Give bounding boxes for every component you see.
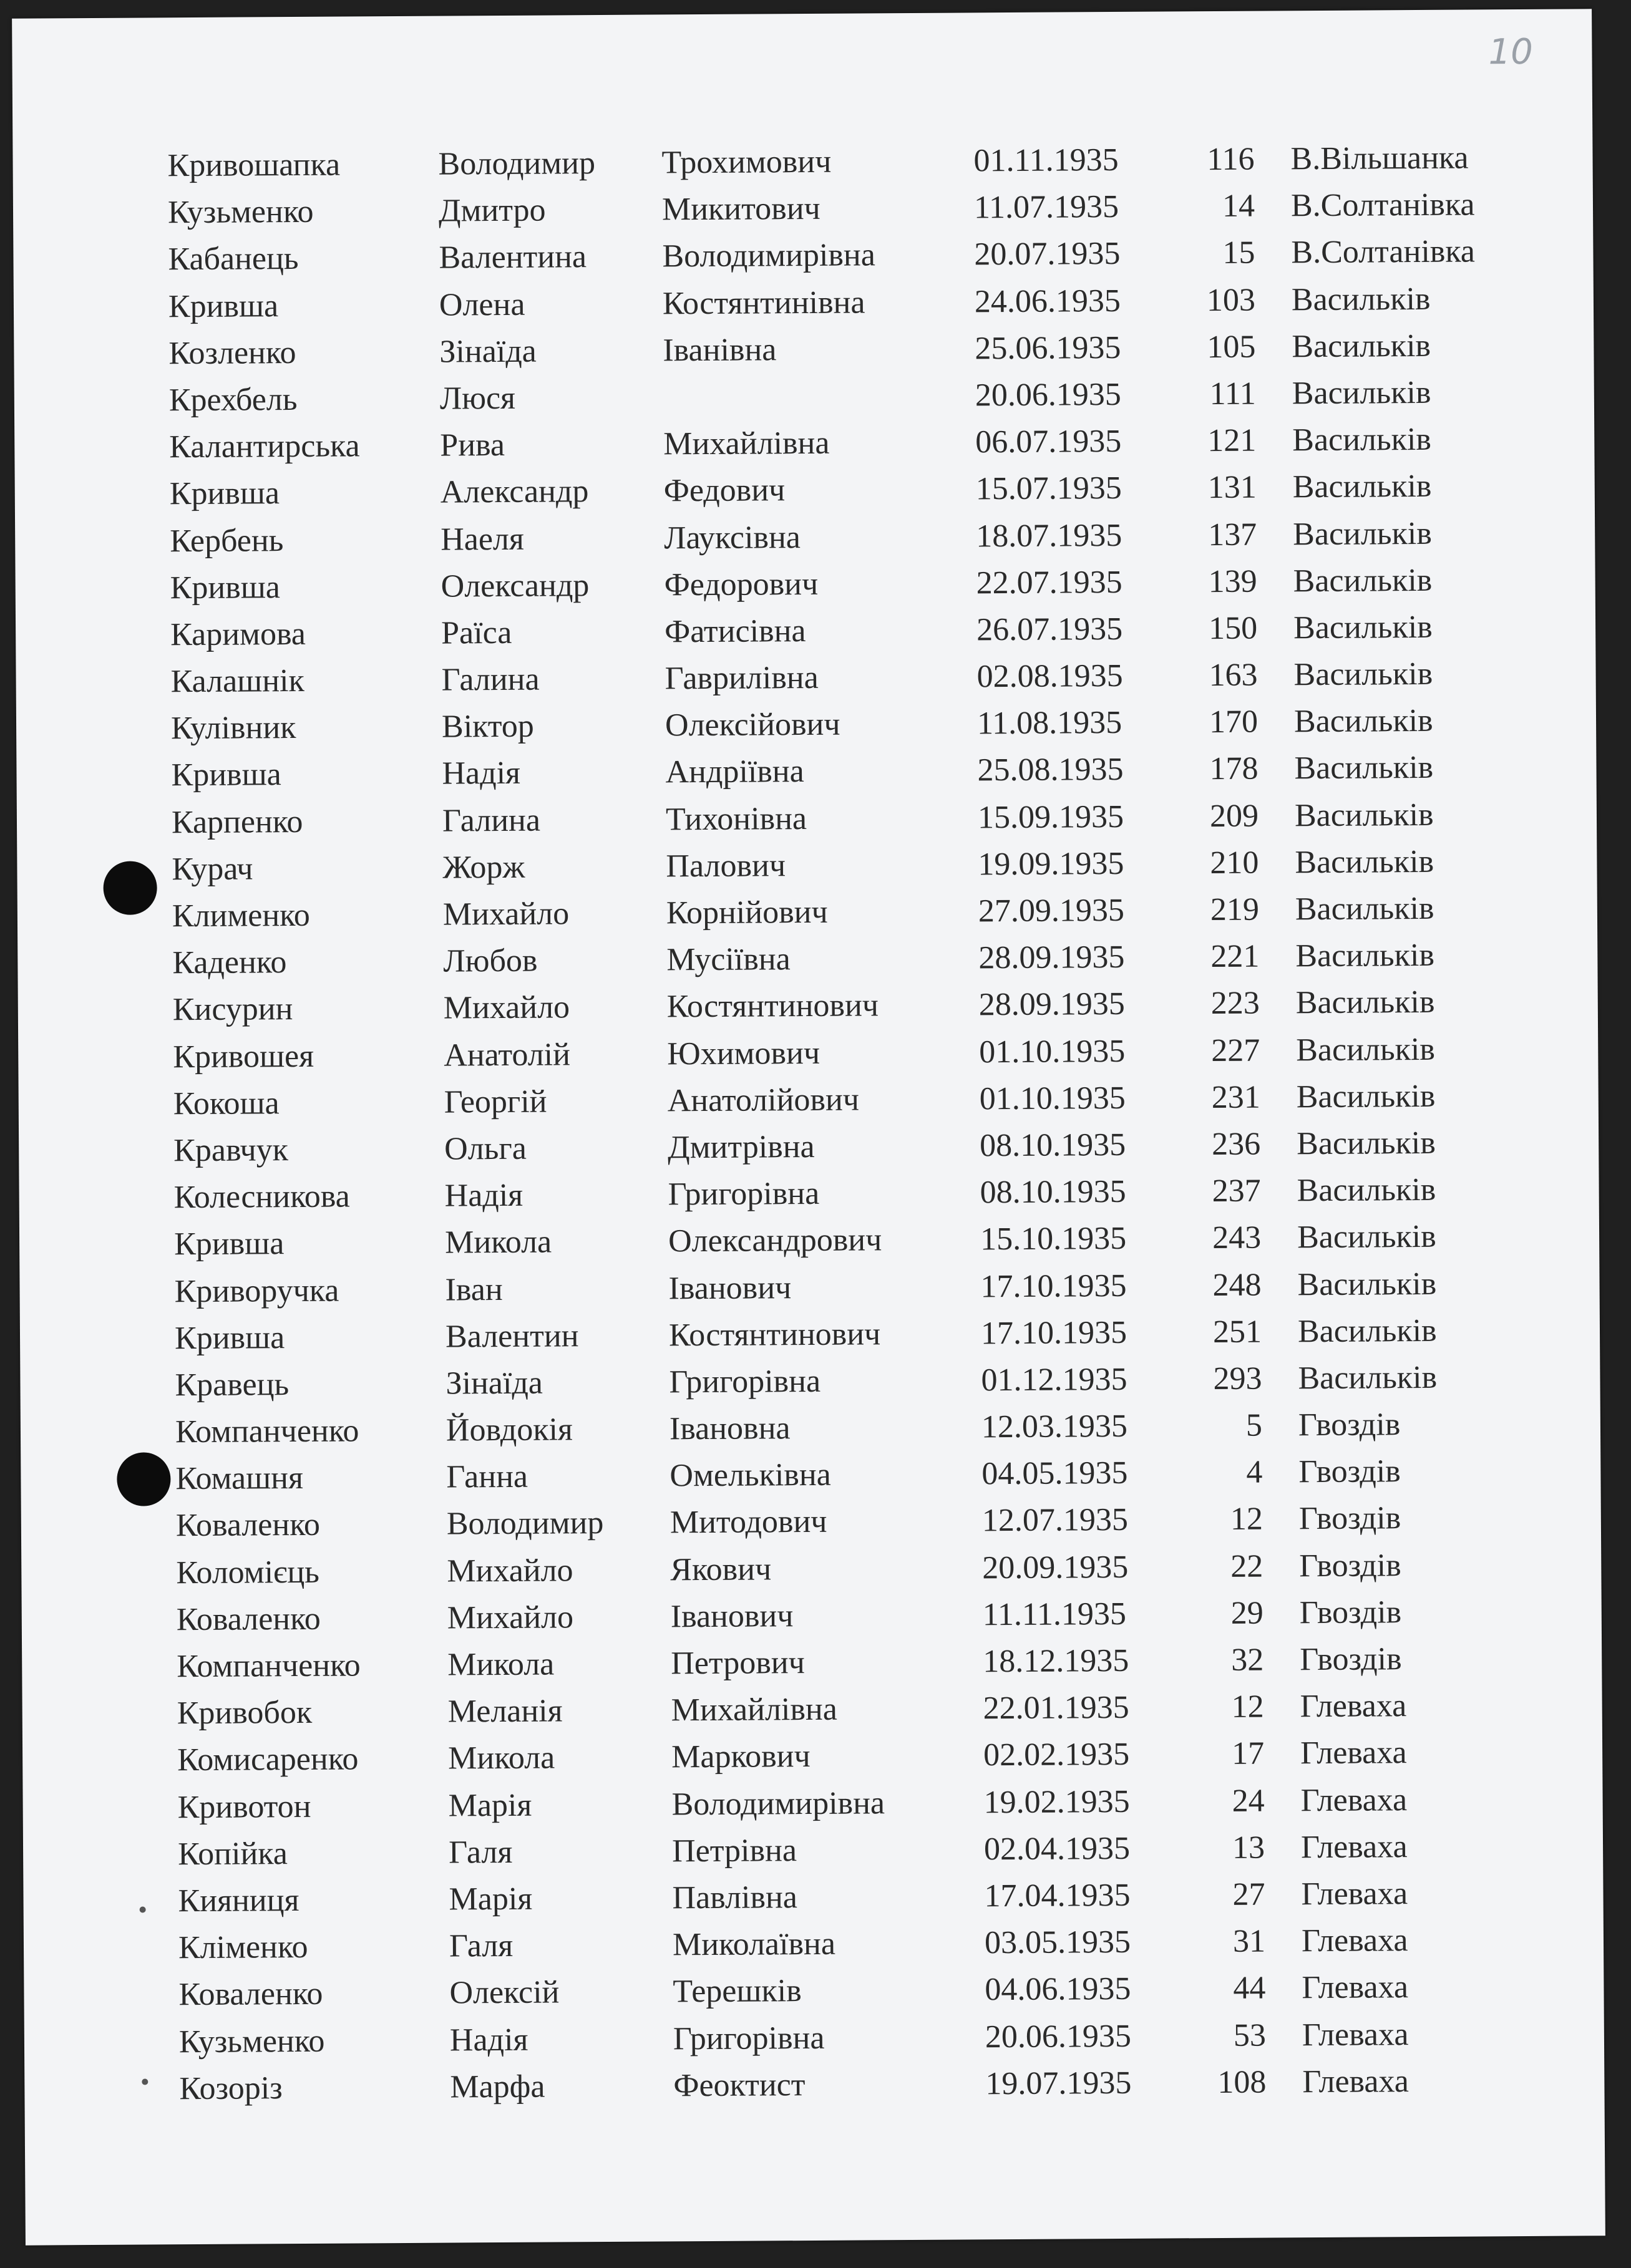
surname-cell: Кривошея	[173, 1038, 314, 1075]
surname-cell: Крехбель	[168, 381, 298, 419]
first-name-cell: Надія	[442, 755, 521, 792]
first-name-cell: Александр	[440, 473, 589, 510]
patronymic-cell: Якович	[670, 1551, 772, 1587]
first-name-cell: Меланія	[447, 1693, 563, 1730]
surname-cell: Кривошапка	[167, 147, 341, 184]
birth-date-cell: 17.10.1935	[980, 1267, 1127, 1304]
record-number-cell: 14	[1222, 188, 1255, 225]
record-number-cell: 251	[1212, 1314, 1262, 1350]
surname-cell: Компанченко	[175, 1413, 359, 1450]
record-number-cell: 178	[1209, 751, 1259, 787]
first-name-cell: Надія	[449, 2022, 528, 2058]
surname-cell: Кравчук	[173, 1132, 289, 1169]
place-cell: В.Солтанівка	[1291, 233, 1476, 271]
birth-date-cell: 18.07.1935	[976, 517, 1122, 554]
place-cell: В.Вільшанка	[1290, 140, 1469, 177]
first-name-cell: Галина	[441, 661, 540, 698]
surname-cell: Кліменко	[178, 1929, 308, 1966]
birth-date-cell: 15.07.1935	[975, 470, 1122, 507]
patronymic-cell: Михайлівна	[663, 425, 830, 462]
first-name-cell: Олександр	[441, 567, 590, 604]
record-number-cell: 210	[1210, 845, 1259, 881]
place-cell: Гвоздів	[1300, 1641, 1402, 1678]
birth-date-cell: 08.10.1935	[980, 1174, 1126, 1211]
birth-date-cell: 22.07.1935	[976, 564, 1122, 601]
surname-cell: Кривша	[168, 288, 279, 324]
first-name-cell: Галя	[448, 1834, 513, 1871]
surname-cell: Козоріз	[179, 2070, 283, 2106]
first-name-cell: Валентина	[439, 239, 587, 276]
record-number-cell: 227	[1211, 1032, 1260, 1069]
patronymic-cell: Терешків	[673, 1973, 802, 2010]
place-cell: Васильків	[1292, 468, 1432, 505]
records-table	[12, 133, 1604, 2113]
patronymic-cell: Маркович	[671, 1738, 811, 1775]
place-cell: Васильків	[1295, 984, 1435, 1021]
record-number-cell: 131	[1207, 469, 1257, 506]
record-number-cell: 22	[1230, 1548, 1263, 1584]
surname-cell: Карпенко	[171, 803, 303, 840]
birth-date-cell: 01.12.1935	[981, 1361, 1127, 1398]
surname-cell: Коваленко	[178, 1976, 323, 2013]
first-name-cell: Микола	[444, 1224, 552, 1261]
patronymic-cell: Володимирівна	[662, 237, 876, 274]
birth-date-cell: 02.04.1935	[983, 1830, 1131, 1868]
patronymic-cell: Костянтинівна	[662, 284, 865, 321]
first-name-cell: Марія	[449, 1881, 533, 1917]
first-name-cell: Михайло	[443, 989, 570, 1026]
surname-cell: Компанченко	[177, 1647, 361, 1685]
birth-date-cell: 20.06.1935	[985, 2018, 1132, 2055]
birth-date-cell: 20.07.1935	[974, 236, 1121, 273]
surname-cell: Калашнік	[170, 662, 304, 700]
record-number-cell: 27	[1232, 1876, 1265, 1912]
first-name-cell: Анатолій	[444, 1036, 571, 1073]
place-cell: Васильків	[1293, 609, 1433, 646]
first-name-cell: Раїса	[441, 614, 512, 651]
patronymic-cell: Олексійович	[665, 706, 840, 744]
record-number-cell: 231	[1211, 1079, 1260, 1115]
patronymic-cell: Трохимович	[661, 143, 832, 181]
record-number-cell: 163	[1209, 657, 1258, 694]
record-number-cell: 5	[1245, 1407, 1263, 1443]
birth-date-cell: 27.09.1935	[978, 892, 1125, 929]
place-cell: Васильків	[1297, 1219, 1436, 1256]
record-number-cell: 236	[1212, 1126, 1261, 1162]
first-name-cell: Дмитро	[438, 192, 546, 229]
first-name-cell: Рива	[440, 427, 505, 463]
patronymic-cell: Федович	[663, 472, 786, 509]
place-cell: Васильків	[1293, 656, 1433, 693]
birth-date-cell: 24.06.1935	[974, 283, 1121, 319]
record-number-cell: 103	[1206, 282, 1256, 318]
patronymic-cell: Григорівна	[673, 2020, 825, 2057]
surname-cell: Коваленко	[176, 1601, 321, 1638]
record-number-cell: 116	[1207, 141, 1255, 178]
patronymic-cell: Корнійович	[666, 894, 828, 931]
first-name-cell: Марія	[448, 1787, 532, 1824]
record-number-cell: 223	[1210, 985, 1260, 1022]
surname-cell: Кузьменко	[178, 2023, 325, 2060]
handwritten-page-number: 10	[1488, 31, 1533, 73]
record-number-cell: 4	[1246, 1454, 1263, 1490]
record-number-cell: 170	[1209, 704, 1259, 740]
first-name-cell: Олена	[439, 286, 525, 323]
surname-cell: Кабанець	[168, 241, 299, 278]
surname-cell: Кривша	[173, 1226, 285, 1262]
patronymic-cell: Іванівна	[663, 332, 777, 369]
birth-date-cell: 17.04.1935	[984, 1877, 1131, 1914]
birth-date-cell: 19.07.1935	[985, 2065, 1132, 2101]
patronymic-cell: Миколаївна	[672, 1926, 836, 1963]
patronymic-cell: Мусіївна	[666, 941, 791, 978]
patronymic-cell: Іванович	[668, 1269, 792, 1306]
record-number-cell: 13	[1232, 1829, 1265, 1866]
birth-date-cell: 25.08.1935	[977, 752, 1124, 788]
place-cell: Глеваха	[1300, 1735, 1407, 1771]
birth-date-cell: 19.09.1935	[978, 845, 1124, 883]
record-number-cell: 15	[1222, 235, 1255, 271]
patronymic-cell: Омельківна	[669, 1457, 831, 1494]
record-number-cell: 137	[1208, 516, 1257, 553]
first-name-cell: Валентин	[445, 1317, 579, 1355]
birth-date-cell: 11.11.1935	[982, 1596, 1127, 1633]
record-number-cell: 31	[1232, 1923, 1266, 1959]
place-cell: Васильків	[1294, 797, 1434, 833]
first-name-cell: Віктор	[441, 708, 534, 745]
place-cell: В.Солтанівка	[1290, 187, 1475, 224]
patronymic-cell: Григорівна	[668, 1176, 820, 1213]
first-name-cell: Михайло	[447, 1599, 574, 1636]
birth-date-cell: 12.07.1935	[981, 1502, 1129, 1539]
surname-cell: Кравець	[175, 1366, 290, 1403]
patronymic-cell: Дмитрівна	[668, 1128, 815, 1166]
patronymic-cell: Гаврилівна	[665, 659, 819, 697]
surname-cell: Каримова	[170, 616, 306, 653]
record-number-cell: 121	[1207, 422, 1257, 459]
first-name-cell: Володимир	[446, 1505, 604, 1542]
record-number-cell: 32	[1231, 1642, 1264, 1678]
record-number-cell: 237	[1212, 1173, 1261, 1209]
patronymic-cell: Петрович	[671, 1645, 805, 1682]
birth-date-cell: 04.06.1935	[985, 1971, 1131, 2008]
record-number-cell: 24	[1232, 1783, 1265, 1819]
place-cell: Васильків	[1294, 750, 1434, 787]
place-cell: Гвоздів	[1299, 1547, 1401, 1584]
place-cell: Васильків	[1296, 1031, 1436, 1068]
first-name-cell: Йовдокія	[445, 1412, 573, 1448]
first-name-cell: Іван	[445, 1271, 503, 1308]
first-name-cell: Марфа	[450, 2068, 545, 2105]
patronymic-cell: Палович	[666, 848, 786, 884]
surname-cell: Курач	[172, 851, 253, 888]
place-cell: Васильків	[1291, 281, 1431, 317]
first-name-cell: Люся	[439, 380, 516, 417]
first-name-cell: Михайло	[447, 1552, 573, 1589]
place-cell: Глеваха	[1301, 1922, 1408, 1959]
place-cell: Глеваха	[1300, 1688, 1407, 1725]
place-cell: Васильків	[1297, 1171, 1436, 1209]
patronymic-cell	[663, 377, 975, 379]
place-cell: Васильків	[1293, 515, 1432, 552]
record-number-cell: 209	[1209, 798, 1259, 834]
surname-cell: Кисурин	[172, 991, 293, 1028]
birth-date-cell: 06.07.1935	[975, 424, 1122, 460]
record-number-cell: 221	[1210, 938, 1260, 975]
surname-cell: Кривша	[169, 475, 280, 512]
place-cell: Глеваха	[1301, 1876, 1408, 1912]
record-number-cell: 111	[1209, 376, 1257, 412]
place-cell: Васильків	[1292, 422, 1432, 458]
surname-cell: Кривша	[170, 569, 281, 606]
birth-date-cell: 01.11.1935	[973, 142, 1119, 179]
place-cell: Глеваха	[1302, 2063, 1409, 2100]
first-name-cell: Георгій	[444, 1083, 547, 1120]
place-cell: Васильків	[1295, 938, 1435, 974]
birth-date-cell: 20.06.1935	[975, 376, 1122, 414]
patronymic-cell: Тихонівна	[665, 800, 807, 838]
patronymic-cell: Павлівна	[672, 1879, 798, 1916]
surname-cell: Кривотон	[177, 1788, 311, 1825]
place-cell: Васильків	[1295, 890, 1434, 928]
first-name-cell: Зінаїда	[439, 333, 537, 370]
surname-cell: Кербень	[170, 522, 284, 559]
birth-date-cell: 17.10.1935	[980, 1314, 1127, 1352]
place-cell: Гвоздів	[1298, 1407, 1401, 1443]
surname-cell: Калантирська	[169, 428, 360, 465]
surname-cell: Кривша	[174, 1319, 285, 1356]
patronymic-cell: Михайлівна	[671, 1691, 838, 1728]
place-cell: Глеваха	[1300, 1828, 1408, 1865]
patronymic-cell: Іванович	[670, 1597, 794, 1635]
first-name-cell: Жорж	[442, 849, 525, 886]
first-name-cell: Володимир	[438, 145, 596, 182]
birth-date-cell: 20.09.1935	[982, 1549, 1129, 1586]
first-name-cell: Микола	[447, 1646, 555, 1683]
record-number-cell: 12	[1230, 1501, 1263, 1538]
birth-date-cell: 02.08.1935	[976, 657, 1123, 695]
patronymic-cell: Івановна	[669, 1410, 791, 1447]
patronymic-cell: Володимирівна	[671, 1785, 885, 1822]
patronymic-cell: Григорівна	[669, 1363, 821, 1400]
surname-cell: Комашня	[175, 1460, 304, 1497]
surname-cell: Кузьменко	[167, 194, 314, 231]
record-number-cell: 44	[1233, 1970, 1266, 2007]
first-name-cell: Микола	[447, 1740, 555, 1776]
surname-cell: Коваленко	[175, 1507, 321, 1544]
first-name-cell: Олексій	[449, 1974, 560, 2011]
birth-date-cell: 18.12.1935	[983, 1642, 1129, 1680]
birth-date-cell: 08.10.1935	[980, 1127, 1126, 1164]
record-number-cell: 139	[1208, 563, 1257, 599]
first-name-cell: Зінаїда	[445, 1365, 543, 1402]
surname-cell: Комисаренко	[177, 1741, 359, 1778]
patronymic-cell: Фатисівна	[664, 613, 806, 650]
record-number-cell: 243	[1212, 1219, 1262, 1256]
surname-cell: Козленко	[168, 334, 296, 371]
patronymic-cell: Микитович	[661, 191, 820, 228]
patronymic-cell: Олександрович	[668, 1222, 882, 1259]
surname-cell: Коломієць	[176, 1554, 320, 1591]
birth-date-cell: 03.05.1935	[984, 1924, 1131, 1961]
record-number-cell: 12	[1231, 1689, 1264, 1725]
birth-date-cell: 11.07.1935	[973, 189, 1119, 226]
place-cell: Глеваха	[1300, 1781, 1408, 1818]
first-name-cell: Михайло	[442, 896, 570, 933]
patronymic-cell: Анатолійович	[667, 1082, 860, 1119]
surname-cell: Кривобок	[177, 1695, 313, 1732]
record-number-cell: 29	[1230, 1595, 1263, 1631]
first-name-cell: Наеля	[441, 521, 524, 558]
birth-date-cell: 15.09.1935	[977, 798, 1124, 835]
surname-cell: Клименко	[172, 897, 310, 934]
patronymic-cell: Митодович	[669, 1504, 827, 1541]
record-number-cell: 53	[1233, 2017, 1267, 2053]
surname-cell: Колесникова	[173, 1178, 350, 1216]
patronymic-cell: Лауксівна	[664, 519, 801, 556]
surname-cell: Каденко	[172, 944, 287, 981]
birth-date-cell: 11.08.1935	[976, 705, 1122, 742]
place-cell: Васильків	[1293, 703, 1433, 740]
birth-date-cell: 15.10.1935	[980, 1221, 1127, 1258]
birth-date-cell: 28.09.1935	[978, 939, 1125, 976]
surname-cell: Кривша	[171, 757, 281, 793]
patronymic-cell: Костянтинович	[666, 987, 879, 1025]
place-cell: Васильків	[1298, 1359, 1438, 1397]
first-name-cell: Ганна	[446, 1459, 528, 1495]
place-cell: Васильків	[1296, 1078, 1436, 1115]
first-name-cell: Галя	[449, 1928, 514, 1964]
document-page	[12, 9, 1605, 2245]
place-cell: Васильків	[1295, 843, 1434, 881]
surname-cell: Криворучка	[174, 1272, 339, 1309]
patronymic-cell: Феоктист	[673, 2067, 806, 2104]
birth-date-cell: 01.10.1935	[979, 1033, 1126, 1070]
patronymic-cell: Юхимович	[667, 1035, 820, 1072]
record-number-cell: 248	[1212, 1267, 1262, 1303]
place-cell: Гвоздів	[1298, 1500, 1401, 1537]
place-cell: Васильків	[1292, 327, 1431, 364]
record-number-cell: 108	[1217, 2064, 1267, 2100]
record-number-cell: 219	[1210, 891, 1260, 928]
record-number-cell: 17	[1231, 1735, 1265, 1772]
place-cell: Гвоздів	[1298, 1453, 1401, 1490]
patronymic-cell: Федорович	[664, 566, 819, 603]
birth-date-cell: 02.02.1935	[983, 1737, 1130, 1773]
birth-date-cell: 12.03.1935	[981, 1408, 1128, 1445]
patronymic-cell: Костянтинович	[668, 1316, 881, 1354]
patronymic-cell: Андріївна	[665, 754, 804, 790]
birth-date-cell: 26.07.1935	[976, 611, 1123, 648]
surname-cell: Копійка	[177, 1835, 288, 1872]
first-name-cell: Галина	[442, 802, 541, 839]
birth-date-cell: 28.09.1935	[978, 986, 1125, 1023]
first-name-cell: Ольга	[444, 1130, 527, 1167]
patronymic-cell: Петрівна	[671, 1832, 797, 1869]
surname-cell: Кокоша	[173, 1085, 280, 1122]
record-number-cell: 105	[1207, 329, 1256, 365]
place-cell: Васильків	[1297, 1266, 1437, 1302]
birth-date-cell: 25.06.1935	[975, 329, 1121, 367]
birth-date-cell: 01.10.1935	[979, 1080, 1126, 1117]
first-name-cell: Любов	[443, 943, 538, 979]
table-row	[24, 2057, 1604, 2113]
birth-date-cell: 22.01.1935	[983, 1690, 1129, 1727]
record-number-cell: 150	[1208, 610, 1258, 646]
birth-date-cell: 04.05.1935	[981, 1455, 1128, 1492]
first-name-cell: Надія	[444, 1177, 523, 1214]
place-cell: Гвоздів	[1299, 1594, 1402, 1631]
birth-date-cell: 19.02.1935	[983, 1783, 1130, 1820]
place-cell: Васильків	[1292, 374, 1431, 412]
place-cell: Глеваха	[1302, 2016, 1409, 2053]
place-cell: Васильків	[1297, 1125, 1436, 1162]
surname-cell: Кияниця	[178, 1882, 299, 1919]
place-cell: Васильків	[1297, 1312, 1437, 1349]
place-cell: Васильків	[1293, 562, 1433, 599]
place-cell: Глеваха	[1302, 1969, 1409, 2006]
record-number-cell: 293	[1213, 1360, 1262, 1397]
surname-cell: Кулівник	[170, 710, 296, 747]
